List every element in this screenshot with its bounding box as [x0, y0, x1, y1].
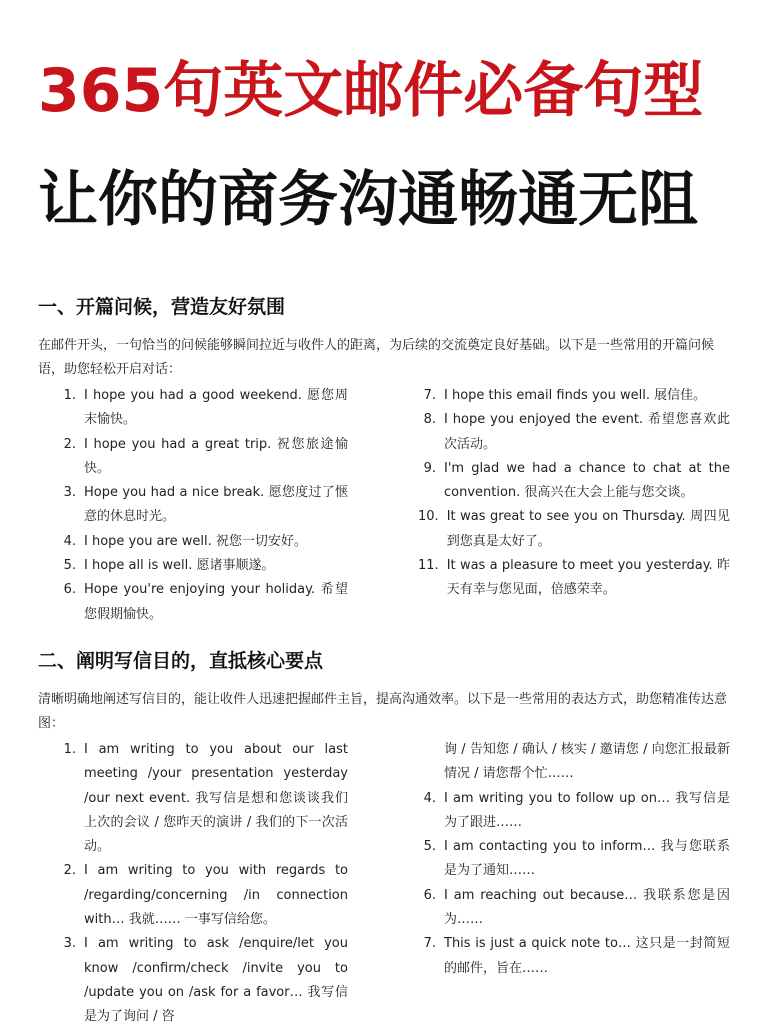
list-item [418, 408, 730, 457]
section-heading-greetings: 一、开篇问候，营造友好氛围 [38, 296, 286, 318]
item-number: 6. [423, 887, 436, 903]
section-intro-purpose: 清晰明确地阐述写信目的，能让收件人迅速把握邮件主旨，提高沟通效率。以下是一些常用的表达方式，助您精准传达意图： [38, 692, 728, 731]
list-item [418, 554, 730, 603]
list-item [58, 932, 348, 1029]
item-text: I am writing you to follow up on… 我写信是为了跟进…… [444, 790, 730, 830]
item-number: 8. [423, 412, 436, 428]
list-item [58, 433, 348, 482]
item-text: I hope you are well. 祝您一切安好。 [84, 533, 307, 549]
list-item [58, 384, 348, 433]
item-text: It was a pleasure to meet you yesterday. 昨天有幸与您见面，倍感荣幸。 [446, 558, 730, 598]
list-item [58, 578, 348, 627]
list-item [418, 457, 730, 506]
item-text: I am contacting you to inform… 我与您联系是为了通知…… [444, 839, 730, 879]
list-item [58, 530, 348, 554]
list-item [58, 859, 348, 932]
item-text: I hope you had a good weekend. 愿您周末愉快。 [84, 388, 348, 428]
item-text: I am writing to you with regards to /regarding/concerning /in connection with… 我就…… 一事写信给您。 [84, 863, 348, 928]
list-greetings-right [418, 384, 730, 603]
list-item [58, 738, 348, 859]
item-number: 1. [63, 742, 76, 757]
item-number: 2. [63, 863, 76, 879]
item-number: 7. [423, 936, 436, 952]
item-text: It was great to see you on Thursday. 周四见到您真是太好了。 [446, 509, 730, 549]
list-item [418, 932, 730, 981]
item-number: 5. [63, 558, 76, 574]
item-number: 1. [63, 388, 76, 403]
section-heading-purpose: 二、阐明写信目的，直抵核心要点 [38, 650, 324, 672]
item-text: I hope you had a great trip. 祝您旅途愉快。 [84, 436, 348, 476]
item-text: I'm glad we had a chance to chat at the convention. 很高兴在大会上能与您交谈。 [444, 460, 730, 501]
item-number: 10. [418, 509, 439, 525]
item-number: 5. [423, 839, 436, 855]
item-number: 3. [63, 485, 76, 501]
item-number: 4. [63, 533, 76, 549]
list-greetings-left [58, 384, 348, 627]
item-text: I am writing to ask /enquire/let you know /confirm/check /invite you to /update you on /ask for a favor… 我写信是为了询问 / 咨 [84, 936, 348, 1025]
item-text: I hope you enjoyed the event. 希望您喜欢此次活动。 [444, 412, 730, 452]
item-text: I hope all is well. 愿诸事顺遂。 [84, 558, 275, 574]
item-number: 4. [423, 790, 436, 806]
item-number: 11. [418, 558, 439, 574]
item-text: This is just a quick note to… 这只是一封简短的邮件，旨在…… [444, 936, 730, 976]
list-item [418, 384, 730, 408]
page-subtitle: 让你的商务沟通畅通无阻 [38, 165, 698, 235]
item-number: 2. [63, 436, 76, 452]
section-intro-greetings: 在邮件开头，一句恰当的问候能够瞬间拉近与收件人的距离，为后续的交流奠定良好基础。以下是一些常用的开篇问候语，助您轻松开启对话： [38, 338, 715, 377]
page-title: 365句英文邮件必备句型 [38, 56, 704, 126]
list-item [58, 481, 348, 530]
list-item [418, 787, 730, 836]
list-item-continuation: 询 / 告知您 / 确认 / 核实 / 邀请您 / 向您汇报最新情况 / 请您帮个忙…… [444, 742, 730, 782]
item-number: 7. [423, 388, 436, 403]
item-number: 9. [423, 460, 436, 476]
item-text: I am reaching out because… 我联系您是因为…… [444, 887, 730, 928]
item-text: Hope you had a nice break. 愿您度过了惬意的休息时光。 [84, 485, 348, 525]
item-number: 3. [63, 936, 76, 952]
item-number: 6. [63, 582, 76, 598]
list-purpose-left [58, 738, 348, 1030]
item-text: Hope you're enjoying your holiday. 希望您假期愉快。 [84, 582, 348, 622]
list-item [418, 884, 730, 933]
item-text: I am writing to you about our last meeting /your presentation yesterday /our next event. 我写信是想和您谈谈我们上次的会议 / 您昨天的演讲 / 我们的下一次活动。 [84, 742, 348, 855]
item-text: I hope this email finds you well. 展信佳。 [444, 388, 707, 403]
list-item [418, 505, 730, 554]
list-purpose-right [418, 738, 730, 981]
list-item [58, 554, 348, 578]
list-item [418, 835, 730, 884]
